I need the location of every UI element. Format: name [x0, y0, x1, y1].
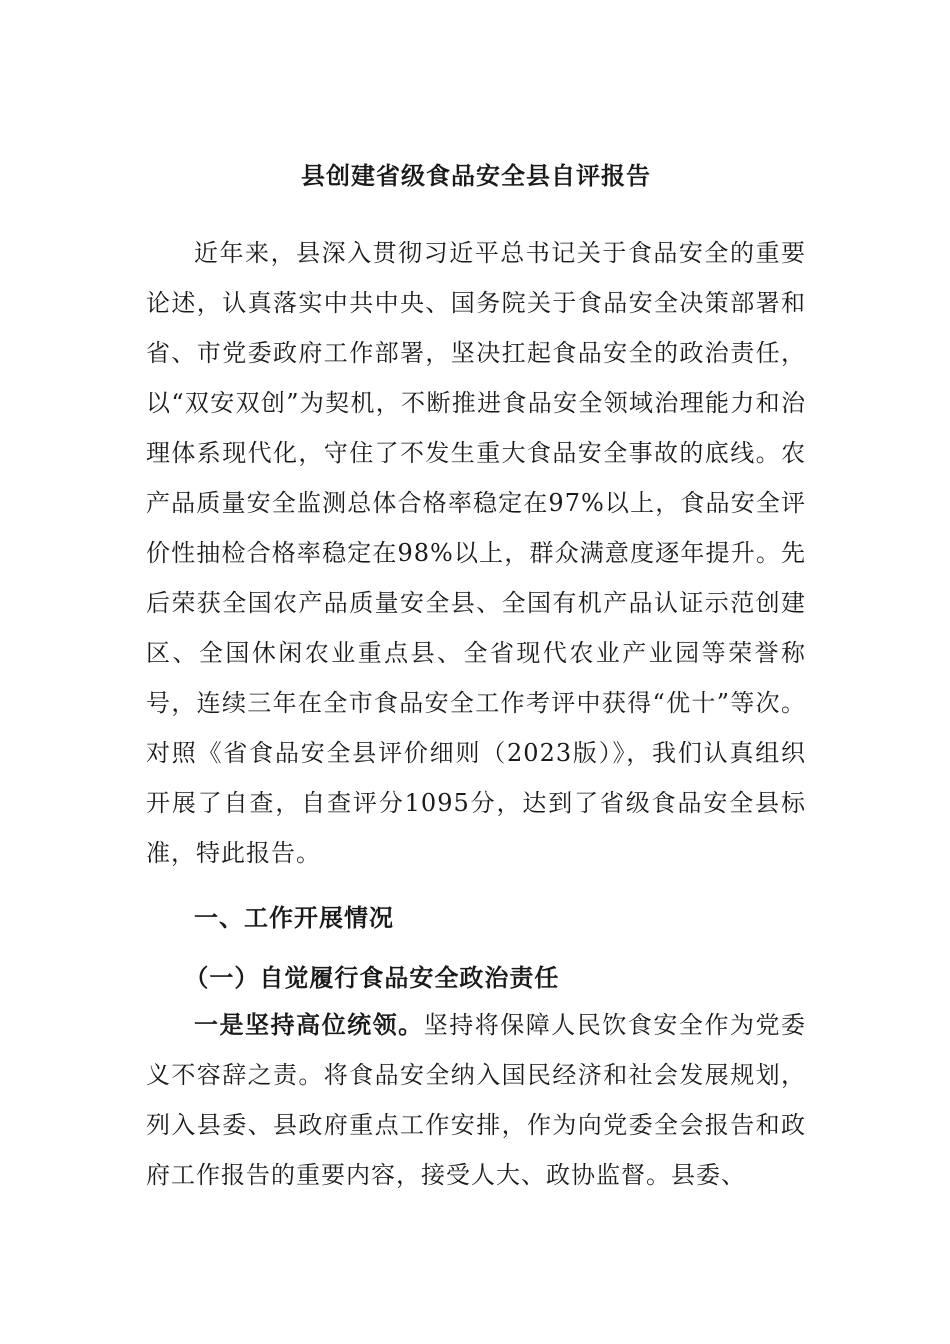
subsection-heading: （一）自觉履行食品安全政治责任	[184, 963, 560, 992]
paragraph-lead: 一是坚持高位统领。	[194, 1010, 424, 1039]
body-paragraph	[146, 1000, 806, 1200]
intro-paragraph: 近年来，县深入贯彻习近平总书记关于食品安全的重要论述，认真落实中共中央、国务院关于食品安全决策部署和省、市党委政府工作部署，坚决扛起食品安全的政治责任，以“双安双创”为契机，不断推进食品安全领域治理能力和治理体系现代化，守住了不发生重大食品安全事故的底线。农产品质量安全监测总体合格率稳定在97%以上，食品安全评价性抽检合格率稳定在98%以上，群众满意度逐年提升。先后荣获全国农产品质量安全县、全国有机产品认证示范创建区、全国休闲农业重点县、全省现代农业产业园等荣誉称号，连续三年在全市食品安全工作考评中获得“优十”等次。对照《省食品安全县评价细则（2023版）》，我们认真组织开展了自查，自查评分1095分，达到了省级食品安全县标准，特此报告。	[146, 239, 806, 867]
document-page	[146, 158, 806, 1200]
document-title: 县创建省级食品安全县自评报告	[301, 161, 651, 190]
section-heading: 一、工作开展情况	[194, 903, 394, 932]
paragraph-body: 坚持将保障人民饮食安全作为党委义不容辞之责。将食品安全纳入国民经济和社会发展规划，列入县委、县政府重点工作安排，作为向党委全会报告和政府工作报告的重要内容，接受人大、政协监督。县委、	[146, 1011, 807, 1189]
